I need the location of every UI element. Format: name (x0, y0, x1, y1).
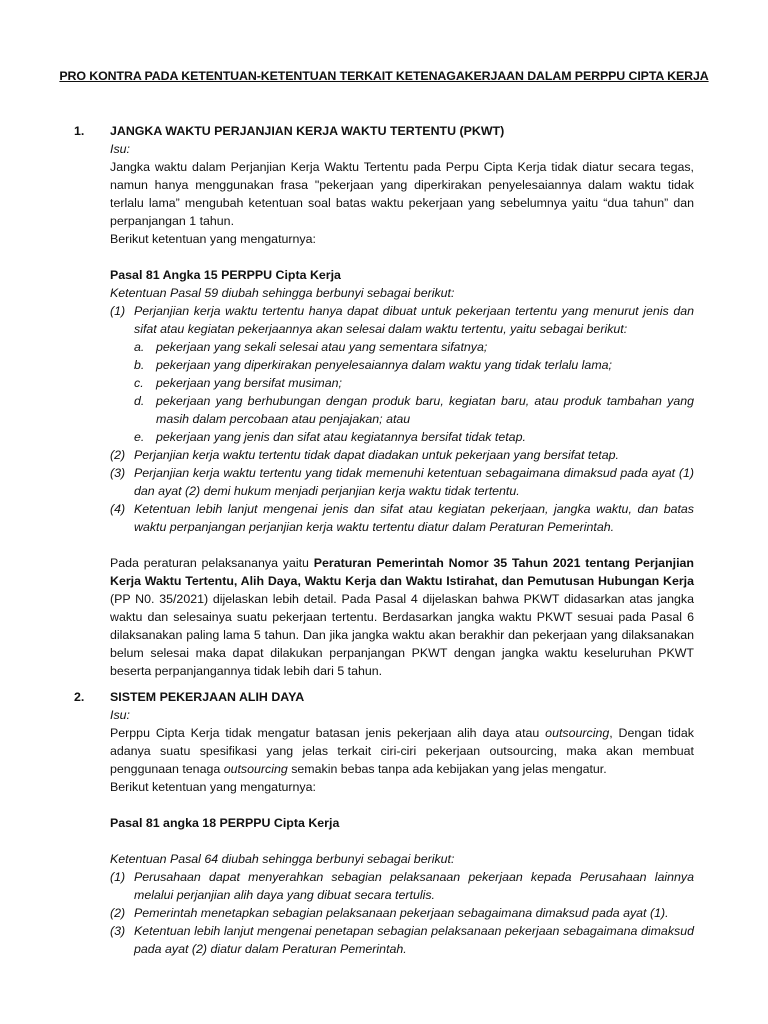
item-marker: (3) (110, 924, 126, 938)
article-items (110, 868, 694, 958)
item-marker: (1) (110, 304, 126, 318)
article-intro: Ketentuan Pasal 64 diubah sehingga berbunyi sebagai berikut: (110, 852, 455, 866)
list-item (110, 904, 694, 922)
section-number: 1. (74, 124, 85, 138)
sub-list-item (134, 392, 694, 428)
item-marker: (2) (110, 906, 126, 920)
item-marker: (4) (110, 502, 126, 516)
item-marker: (2) (110, 448, 126, 462)
sub-text: pekerjaan yang jenis dan sifat atau kegiatannya bersifat tidak tetap. (156, 430, 526, 444)
article-title: Pasal 81 Angka 15 PERPPU Cipta Kerja (110, 268, 341, 282)
issue-text-part: Perppu Cipta Kerja tidak mengatur batasan jenis pekerjaan alih daya atau (110, 726, 546, 740)
list-item (110, 922, 694, 958)
issue-text (110, 724, 694, 778)
impl-text-post: (PP N0. 35/2021) dijelaskan lebih detail. Pada Pasal 4 dijelaskan bahwa PKWT didasarkan atas jangka waktu dan selesainya suatu pekerjaan tertentu. Berdasarkan jangka waktu PKWT sesuai pada Pasal 6 dilaksanakan paling lama 5 tahun. Dan jika jangka waktu akan berakhir dan pekerjaan yang dilaksanakan belum selesai maka dapat dilakukan perpanjangan PKWT dengan jangka waktu keseluruhan PKWT beserta perpanjangannya tidak lebih dari 5 tahun. (110, 592, 694, 678)
impl-text-pre: Pada peraturan pelaksananya yaitu (110, 556, 314, 570)
issue-label: Isu: (110, 142, 130, 156)
outsourcing-term: outsourcing (545, 726, 610, 740)
section-heading: JANGKA WAKTU PERJANJIAN KERJA WAKTU TERTENTU (PKWT) (110, 124, 505, 138)
implementation-paragraph (110, 554, 694, 680)
section-heading: SISTEM PEKERJAAN ALIH DAYA (110, 690, 305, 704)
list-item (110, 446, 694, 464)
item-text: Perjanjian kerja waktu tertentu tidak dapat diadakan untuk pekerjaan yang bersifat tetap. (134, 448, 619, 462)
sub-text: pekerjaan yang bersifat musiman; (156, 376, 342, 390)
article-intro: Ketentuan Pasal 59 diubah sehingga berbunyi sebagai berikut: (110, 286, 455, 300)
list-item (110, 464, 694, 500)
item-marker: (3) (110, 466, 126, 480)
sub-text: pekerjaan yang sekali selesai atau yang sementara sifatnya; (156, 340, 488, 354)
item-text: Pemerintah menetapkan sebagian pelaksanaan pekerjaan sebagaimana dimaksud pada ayat (1). (134, 906, 669, 920)
issue-text-part: , Dengan tidak adanya suatu spesifikasi yang jelas terkait ciri-ciri pekerjaan outsourcing, maka akan membuat penggunaan tenaga (110, 726, 694, 776)
item-text: Perusahaan dapat menyerahkan sebagian pelaksanaan pekerjaan kepada Perusahaan lainnya melalui perjanjian alih daya yang dibuat secara tertulis. (134, 870, 694, 902)
sub-text: pekerjaan yang diperkirakan penyelesaiannya dalam waktu yang tidak terlalu lama; (156, 358, 612, 372)
article-items (110, 302, 694, 536)
sub-items (134, 338, 694, 446)
regulation-title: Peraturan Pemerintah Nomor 35 Tahun 2021 tentang Perjanjian Kerja Waktu Tertentu, Alih Daya, Waktu Kerja dan Waktu Istirahat, dan Pemutusan Hubungan Kerja (110, 556, 694, 588)
outsourcing-term: outsourcing (223, 762, 288, 776)
item-text: Perjanjian kerja waktu tertentu hanya dapat dibuat untuk pekerjaan tertentu yang menurut jenis dan sifat atau kegiatan pekerjaannya akan selesai dalam waktu tertentu, yaitu sebagai berikut: (134, 304, 694, 336)
sub-list-item (134, 356, 694, 374)
sub-text: pekerjaan yang berhubungan dengan produk baru, kegiatan baru, atau produk tambahan yang masih dalam percobaan atau penjajakan; atau (156, 394, 694, 426)
item-text: Perjanjian kerja waktu tertentu yang tidak memenuhi ketentuan sebagaimana dimaksud pada ayat (1) dan ayat (2) demi hukum menjadi perjanjian kerja waktu tidak tertentu. (134, 466, 694, 498)
sub-marker: e. (134, 430, 145, 444)
intro-text: Berikut ketentuan yang mengaturnya: (110, 780, 316, 794)
item-text: Ketentuan lebih lanjut mengenai jenis dan sifat atau kegiatan pekerjaan, jangka waktu, dan batas waktu perpanjangan perjanjian kerja waktu tertentu diatur dalam Peraturan Pemerintah. (134, 502, 694, 534)
list-item (110, 500, 694, 536)
intro-text: Berikut ketentuan yang mengaturnya: (110, 232, 316, 246)
section-body (110, 140, 694, 680)
sub-list-item (134, 338, 694, 356)
sub-list-item (134, 428, 694, 446)
item-marker: (1) (110, 870, 126, 884)
issue-text: Jangka waktu dalam Perjanjian Kerja Waktu Tertentu pada Perpu Cipta Kerja tidak diatur secara tegas, namun hanya menggunakan frasa "pekerjaan yang diperkirakan penyelesaiannya dalam waktu tidak terlalu lama” mengubah ketentuan soal batas waktu pekerjaan yang sebelumnya yaitu “dua tahun” dan perpanjangan 1 tahun. (110, 160, 694, 228)
document-title: PRO KONTRA PADA KETENTUAN-KETENTUAN TERKAIT KETENAGAKERJAAN DALAM PERPPU CIPTA KERJA (59, 69, 709, 83)
sub-marker: c. (134, 376, 144, 390)
sub-marker: d. (134, 394, 145, 408)
issue-text-part: semakin bebas tanpa ada kebijakan yang jelas mengatur. (287, 762, 607, 776)
issue-label: Isu: (110, 708, 130, 722)
sub-marker: a. (134, 340, 145, 354)
item-text: Ketentuan lebih lanjut mengenai penetapan sebagian pelaksanaan pekerjaan sebagaimana dimaksud pada ayat (2) diatur dalam Peraturan Pemerintah. (134, 924, 694, 956)
sub-list-item (134, 374, 694, 392)
section-number: 2. (74, 690, 85, 704)
list-item (110, 868, 694, 904)
list-item (110, 302, 694, 446)
article-title: Pasal 81 angka 18 PERPPU Cipta Kerja (110, 816, 340, 830)
sub-marker: b. (134, 358, 145, 372)
section-body (110, 706, 694, 958)
